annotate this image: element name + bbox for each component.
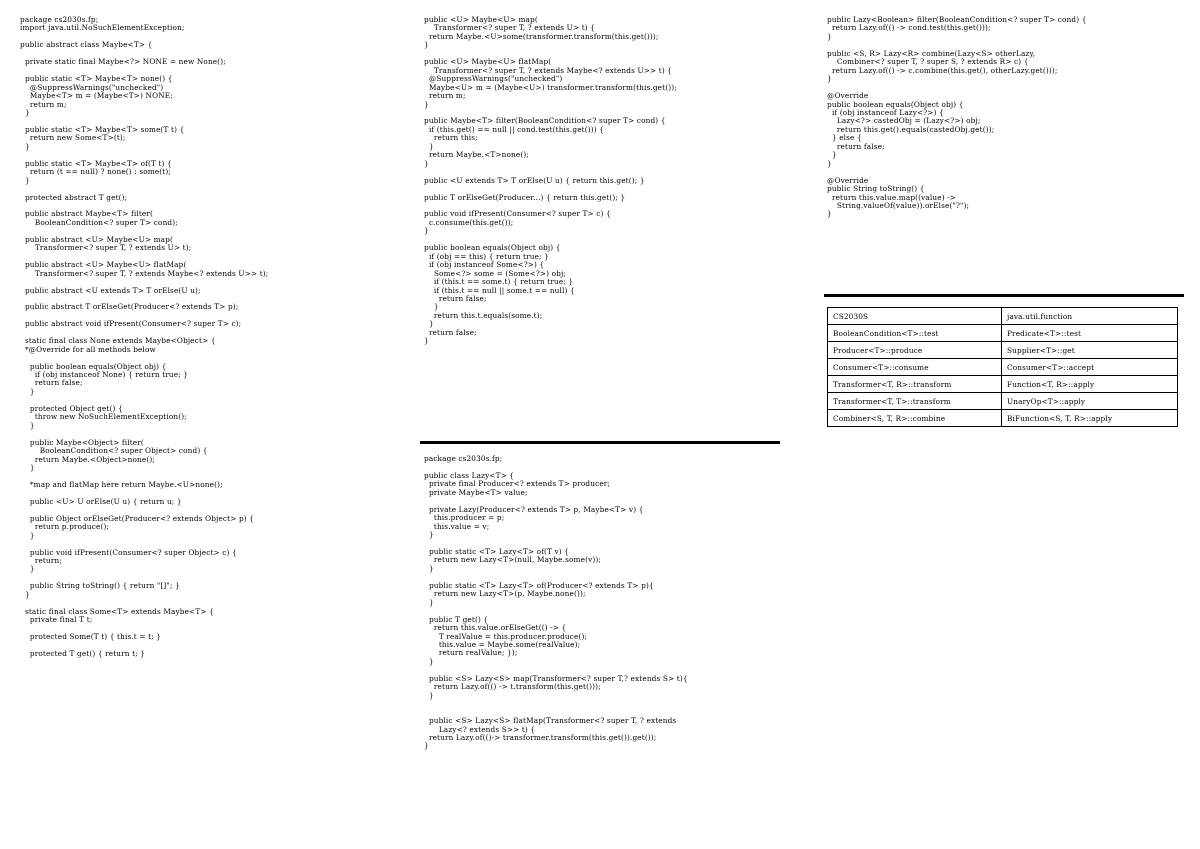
lazy-class-code-column xyxy=(424,455,784,751)
lazy-methods-source: public Lazy<Boolean> filter(BooleanCondition<? super T> cond) { return Lazy.of(() -> cond.test(this.get())); } public <S, R> Lazy<R> combine(Lazy<S> otherLazy, Combiner<? super T, ? super S, ? extends R> c) { return Lazy.of(() -> c.combine(this.get(), otherLazy.get())); } @Override public boolean equals(Object obj) { if (obj instanceof Lazy<?>) { Lazy<?> castedObj = (Lazy<?>) obj; return this.get().equals(castedObj.get()); } else { return false; } } @Override public String toString() { return this.value.map((value) -> String.valueOf(value)).orElse("?"); } xyxy=(827,15,1087,219)
table-cell: BooleanCondition<T>::test xyxy=(828,325,1002,342)
table-cell: Producer<T>::produce xyxy=(828,342,1002,359)
maybe-some-methods-column xyxy=(424,16,784,346)
table-row xyxy=(828,359,1178,376)
interface-mapping-table xyxy=(827,307,1178,427)
lazy-methods-column xyxy=(827,16,1187,219)
table-cell: Predicate<T>::test xyxy=(1002,325,1178,342)
table-cell: Transformer<T, R>::transform xyxy=(828,376,1002,393)
lazy-class-source: package cs2030s.fp; public class Lazy<T> { private final Producer<? extends T> producer; private Maybe<T> value; private Lazy(Producer<? extends T> p, Maybe<T> v) { this.producer = p; this.value = v; } public static <T> Lazy<T> of(T v) { return new Lazy<T>(null, Maybe.some(v)); } public static <T> Lazy<T> of(Producer<? extends T> p){ return new Lazy<T>(p, Maybe.none()); } public T get() { return this.value.orElseGet(() -> { T realValue = this.producer.produce(); this.value = Maybe.some(realValue); return realValue; }); } public <S> Lazy<S> map(Transformer<? super T,? extends S> t){ return Lazy.of(() -> t.transform(this.get())); } public <S> Lazy<S> flatMap(Transformer<? super T, ? extends Lazy<? extends S>> t) { return Lazy.of(()-> transformer.transform(this.get()).get()); } xyxy=(424,454,688,751)
table-cell: Combiner<S, T, R>::combine xyxy=(828,410,1002,427)
table-cell: Consumer<T>::accept xyxy=(1002,359,1178,376)
some-methods-source: public <U> Maybe<U> map( Transformer<? super T, ? extends U> t) { return Maybe.<U>some(transformer.transform(this.get())); } public <U> Maybe<U> flatMap( Transformer<? super T, ? extends Maybe<? extends U>> t) { @SuppressWarnings("unchecked") Maybe<U> m = (Maybe<U>) transformer.transform(this.get()); return m; } public Maybe<T> filter(BooleanCondition<? super T> cond) { if (this.get() == null || cond.test(this.get())) { return this; } return Maybe.<T>none(); } public <U extends T> T orElse(U u) { return this.get(); } public T orElseGet(Producer...) { return this.get(); } public void ifPresent(Consumer<? super T> c) { c.consume(this.get()); } public boolean equals(Object obj) { if (obj == this) { return true; } if (obj instanceof Some<?>) { Some<?> some = (Some<?>) obj; if (this.t == some.t) { return true; } if (this.t == null || some.t == null) { return false; } return this.t.equals(some.t); } return false; } xyxy=(424,15,677,346)
table-cell: Function<T, R>::apply xyxy=(1002,376,1178,393)
table-row xyxy=(828,393,1178,410)
table-cell: Supplier<T>::get xyxy=(1002,342,1178,359)
table-cell: java.util.function xyxy=(1002,308,1178,325)
table-cell: CS2030S xyxy=(828,308,1002,325)
table-cell: BiFunction<S, T, R>::apply xyxy=(1002,410,1178,427)
table-cell: Consumer<T>::consume xyxy=(828,359,1002,376)
section-divider xyxy=(824,294,1184,297)
table-row xyxy=(828,410,1178,427)
table-cell: Transformer<T, T>::transform xyxy=(828,393,1002,410)
table-cell: UnaryOp<T>::apply xyxy=(1002,393,1178,410)
section-divider xyxy=(420,441,780,444)
table-row xyxy=(828,376,1178,393)
maybe-class-code-column xyxy=(20,16,405,658)
table-row xyxy=(828,325,1178,342)
table-row xyxy=(828,308,1178,325)
maybe-class-source: package cs2030s.fp; import java.util.NoSuchElementException; public abstract class Maybe<T> { private static final Maybe<?> NONE = new None(); public static <T> Maybe<T> none() { @SuppressWarnings("unchecked") Maybe<T> m = (Maybe<T>) NONE; return m; } public static <T> Maybe<T> some(T t) { return new Some<T>(t); } public static <T> Maybe<T> of(T t) { return (t == null) ? none() : some(t); } protected abstract T get(); public abstract Maybe<T> filter( BooleanCondition<? super T> cond); public abstract <U> Maybe<U> map( Transformer<? super T, ? extends U> t); public abstract <U> Maybe<U> flatMap( Transformer<? super T, ? extends Maybe<? extends U>> t); public abstract <U extends T> T orElse(U u); public abstract T orElseGet(Producer<? extends T> p); public abstract void ifPresent(Consumer<? super T> c); static final class None extends Maybe<Object> { *@Override for all methods below public boolean equals(Object obj) { if (obj instanceof None) { return true; } return false; } protected Object get() { throw new NoSuchElementException(); } public Maybe<Object> filter( BooleanCondition<? super Object> cond) { return Maybe.<Object>none(); } *map and flatMap here return Maybe.<U>none(); public <U> U orElse(U u) { return u; } public Object orElseGet(Producer<? extends Object> p) { return p.produce(); } public void ifPresent(Consumer<? super Object> c) { return; } public String toString() { return "[]"; } } static final class Some<T> extends Maybe<T> { private final T t; protected Some(T t) { this.t = t; } protected T get() { return t; } xyxy=(20,15,269,658)
table-row xyxy=(828,342,1178,359)
